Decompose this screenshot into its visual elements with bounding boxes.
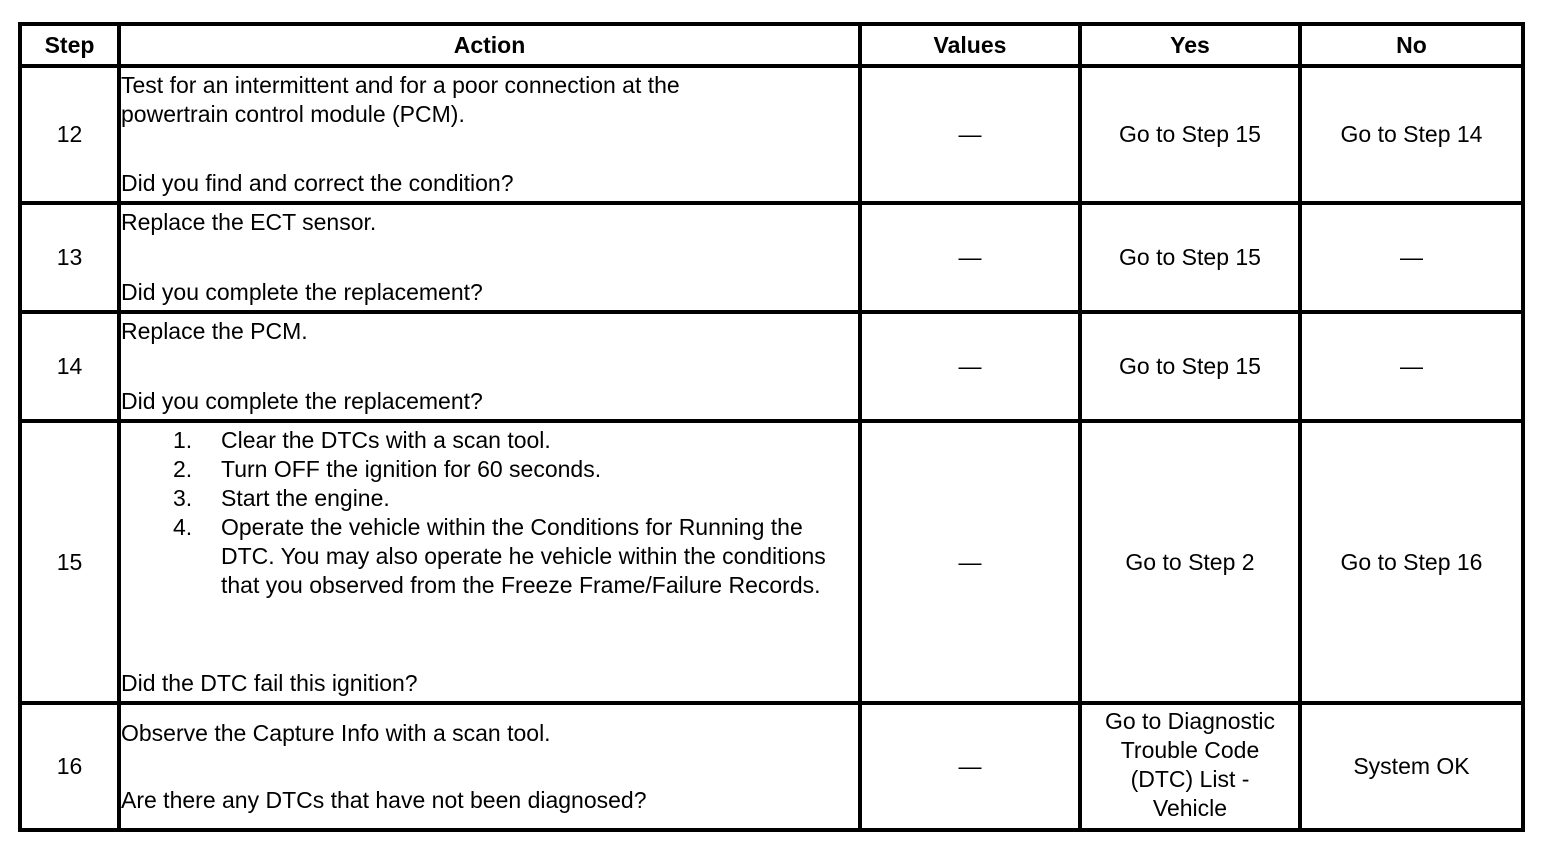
- step-number: 14: [20, 312, 119, 421]
- header-no: No: [1300, 24, 1523, 66]
- action-text: Replace the PCM.: [121, 318, 308, 345]
- table-row-step-15: [20, 421, 1523, 703]
- no-value: —: [1300, 203, 1523, 312]
- action-text: Test for an intermittent and for a poor connection at the powertrain control module (PCM).: [121, 71, 680, 127]
- step-number: 16: [20, 703, 119, 830]
- action-question: Are there any DTCs that have not been diagnosed?: [121, 786, 647, 813]
- header-row: [20, 24, 1523, 66]
- yes-link[interactable]: Go to Step 15: [1080, 203, 1300, 312]
- procedure-list: [121, 426, 858, 600]
- action-question: Did you find and correct the condition?: [121, 169, 514, 196]
- action-question: Did you complete the replacement?: [121, 278, 483, 305]
- list-item-number: 2.: [173, 456, 193, 483]
- list-item: [173, 426, 858, 455]
- values-cell: —: [860, 703, 1080, 830]
- action-cell: [119, 203, 860, 312]
- list-item-number: 3.: [173, 485, 193, 512]
- step-number: 12: [20, 66, 119, 203]
- no-value: System OK: [1300, 703, 1523, 830]
- yes-link[interactable]: Go to Step 15: [1080, 312, 1300, 421]
- values-cell: —: [860, 421, 1080, 703]
- action-text: Replace the ECT sensor.: [121, 208, 377, 235]
- table-row-step-16: [20, 703, 1523, 830]
- header-yes: Yes: [1080, 24, 1300, 66]
- no-link[interactable]: Go to Step 14: [1300, 66, 1523, 203]
- action-cell: [119, 66, 860, 203]
- list-item-number: 4.: [173, 514, 193, 541]
- list-item: [173, 484, 858, 513]
- action-text: Observe the Capture Info with a scan tool.: [121, 719, 551, 746]
- yes-link[interactable]: Go to Step 2: [1080, 421, 1300, 703]
- diagnostic-table: [18, 22, 1525, 832]
- action-question: Did you complete the replacement?: [121, 388, 483, 415]
- no-link[interactable]: Go to Step 16: [1300, 421, 1523, 703]
- action-cell: [119, 421, 860, 703]
- header-step: Step: [20, 24, 119, 66]
- list-item-text: Start the engine.: [221, 485, 390, 512]
- action-cell: [119, 703, 860, 830]
- list-item-number: 1.: [173, 427, 193, 454]
- table-row-step-12: [20, 66, 1523, 203]
- step-number: 15: [20, 421, 119, 703]
- step-number: 13: [20, 203, 119, 312]
- values-cell: —: [860, 312, 1080, 421]
- action-cell: [119, 312, 860, 421]
- no-value: —: [1300, 312, 1523, 421]
- list-item-text: Clear the DTCs with a scan tool.: [221, 427, 551, 454]
- yes-link[interactable]: Go to Step 15: [1080, 66, 1300, 203]
- header-action: Action: [119, 24, 860, 66]
- yes-link[interactable]: Go to Diagnostic Trouble Code (DTC) List - Vehicle: [1080, 703, 1300, 830]
- list-item-text: Operate the vehicle within the Conditions for Running the DTC. You may also operate he vehicle within the conditions that you observed from the Freeze Frame/Failure Records.: [221, 514, 826, 599]
- table-row-step-14: [20, 312, 1523, 421]
- values-cell: —: [860, 203, 1080, 312]
- list-item: [173, 455, 858, 484]
- values-cell: —: [860, 66, 1080, 203]
- list-item-text: Turn OFF the ignition for 60 seconds.: [221, 456, 602, 483]
- action-question: Did the DTC fail this ignition?: [121, 670, 418, 697]
- table-row-step-13: [20, 203, 1523, 312]
- list-item: [173, 513, 858, 600]
- header-values: Values: [860, 24, 1080, 66]
